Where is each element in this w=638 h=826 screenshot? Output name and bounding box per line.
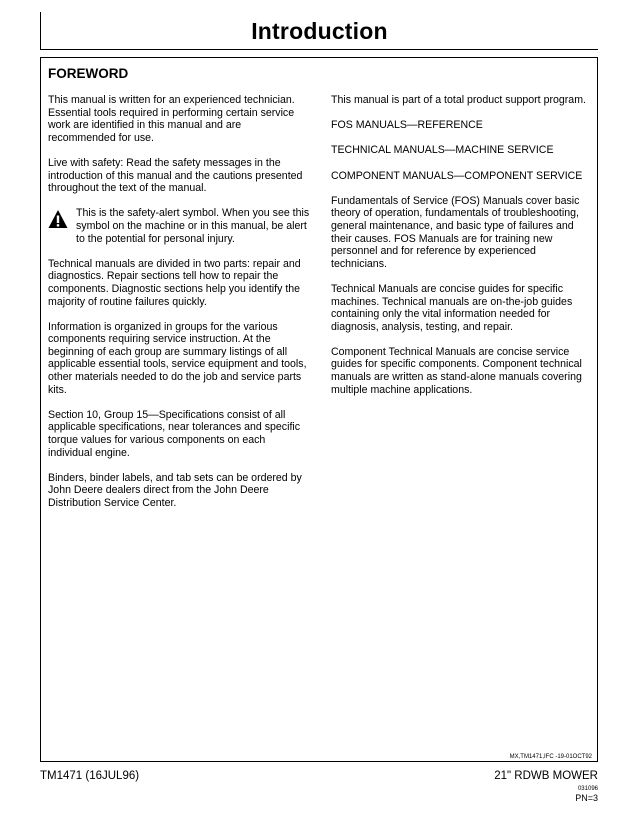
safety-alert-block [48,207,310,245]
section-heading: FOREWORD [48,66,129,81]
paragraph: Technical manuals are divided in two parts: repair and diagnostics. Repair sections tell how to repair the components. Diagnostic sections help you identify the majority of routine failures quickly. [48,257,301,308]
page-title: Introduction [251,18,388,44]
manual-category: COMPONENT MANUALS—COMPONENT SERVICE [331,169,583,182]
right-column [331,94,593,409]
manual-category: TECHNICAL MANUALS—MACHINE SERVICE [331,144,554,157]
paragraph: Live with safety: Read the safety messages in the introduction of this manual and the cautions presented throughout the text of the manual. [48,156,303,195]
paragraph: This manual is written for an experienced technician. Essential tools required in performing certain service work are identified in this manual and are recommended for use. [48,94,295,144]
title-box [40,12,598,50]
paragraph: Section 10, Group 15—Specifications consist of all applicable specifications, near tolerances and specific torque values for various components on each individual engine. [48,408,301,459]
paragraph: This manual is part of a total product support program. [331,94,586,106]
paragraph: Fundamentals of Service (FOS) Manuals cover basic theory of operation, fundamentals of troubleshooting, general maintenance, and basic type of failures and their causes. FOS Manuals are for training new personnel and for reference by experienced technicians. [331,194,580,270]
figure-id: MX,TM1471,IFC -19-01OCT92 [509,754,592,760]
safety-alert-icon [48,209,68,229]
paragraph: Component Technical Manuals are concise service guides for specific components. Component technical manuals are written as stand-alone manuals covering multiple machine applications. [331,345,582,396]
paragraph: Technical Manuals are concise guides for specific machines. Technical manuals are on-the-job guides containing only the vital information needed for diagnosis, analysis, testing, and repair. [331,282,573,333]
footer-code: 031096 [577,786,598,792]
left-column [48,94,310,522]
footer-manual-id: TM1471 (16JUL96) [40,770,140,782]
manual-category: FOS MANUALS—REFERENCE [331,119,483,132]
paragraph: Binders, binder labels, and tab sets can be ordered by John Deere dealers direct from the John Deere Distribution Service Center. [48,471,302,509]
footer-product-name: 21" RDWB MOWER [494,770,598,782]
paragraph: Information is organized in groups for the various components requiring service instruction. At the beginning of each group are summary listings of all applicable essential tools, service equipment and tools, other materials needed to do the job and service parts kits. [48,320,307,396]
footer-page-number: PN=3 [575,793,598,803]
safety-alert-text: This is the safety-alert symbol. When you see this symbol on the machine or in this manual, be alert to the potential for personal injury. [76,207,310,245]
